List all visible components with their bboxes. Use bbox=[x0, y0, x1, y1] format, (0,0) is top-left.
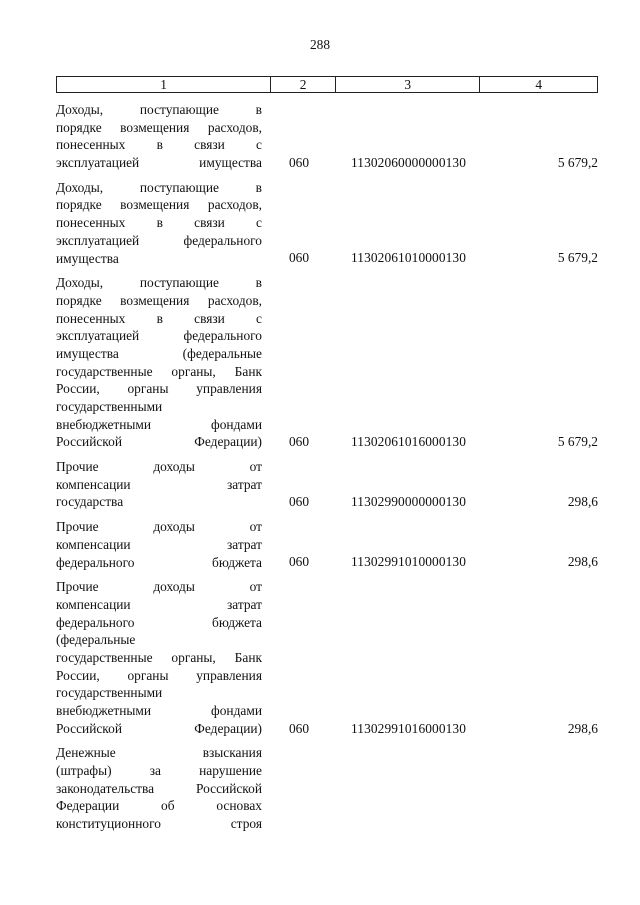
row-description-line: эксплуатацией имущества bbox=[56, 155, 262, 171]
page-number: 288 bbox=[309, 37, 331, 52]
row-description-line: Денежные взыскания bbox=[56, 745, 262, 761]
row-description-line: Федерации об основах bbox=[56, 798, 262, 814]
row-description-line: законодательства Российской bbox=[56, 780, 262, 796]
row-description bbox=[56, 101, 262, 172]
row-description-line: государственные органы, Банк bbox=[56, 649, 262, 665]
table-row bbox=[56, 274, 598, 451]
row-description bbox=[56, 518, 262, 571]
row-amount: 5 679,2 bbox=[557, 250, 598, 266]
table-row bbox=[56, 518, 598, 571]
row-description-line: понесенных в связи с bbox=[56, 215, 262, 231]
row-description-line: порядке возмещения расходов, bbox=[56, 119, 262, 135]
header-col-2: 2 bbox=[271, 77, 336, 92]
row-description-line: Прочие доходы от bbox=[56, 459, 262, 475]
row-description-line: внебюджетными фондами bbox=[56, 416, 262, 432]
row-description-line: федерального бюджета bbox=[56, 614, 262, 630]
row-description-line: внебюджетными фондами bbox=[56, 703, 262, 718]
row-description-line: (федеральные bbox=[56, 632, 136, 648]
row-admin-code: 060 bbox=[288, 720, 310, 736]
row-amount: 298,6 bbox=[567, 720, 598, 736]
table-row bbox=[56, 101, 598, 172]
row-budget-code: 11302061016000130 bbox=[350, 434, 467, 450]
row-admin-code: 060 bbox=[288, 434, 310, 450]
table-body bbox=[56, 101, 598, 840]
row-description-line: компенсации затрат bbox=[56, 476, 262, 492]
header-col-3: 3 bbox=[336, 77, 480, 92]
row-description-line: компенсации затрат bbox=[56, 536, 262, 552]
row-description-line: порядке возмещения расходов, bbox=[56, 197, 262, 213]
row-description-line: государства bbox=[56, 494, 124, 510]
row-description-line: имущества bbox=[56, 250, 119, 266]
row-budget-code: 11302991016000130 bbox=[350, 720, 467, 736]
row-description bbox=[56, 744, 262, 832]
row-description-line: государственными bbox=[56, 685, 163, 701]
table-header bbox=[56, 76, 598, 93]
row-description bbox=[56, 458, 262, 511]
row-budget-code: 11302061010000130 bbox=[350, 250, 467, 266]
row-description-line: России, органы управления bbox=[56, 667, 262, 683]
row-description-line: Прочие доходы от bbox=[56, 519, 262, 535]
row-description-line: (штрафы) за нарушение bbox=[56, 763, 262, 779]
row-description-line: компенсации затрат bbox=[56, 596, 262, 612]
row-budget-code: 11302991010000130 bbox=[350, 554, 467, 570]
table-row bbox=[56, 458, 598, 511]
header-col-1: 1 bbox=[57, 77, 271, 92]
row-admin-code: 060 bbox=[288, 250, 310, 266]
row-description-line: понесенных в связи с bbox=[56, 310, 262, 326]
row-description bbox=[56, 578, 262, 737]
row-amount: 5 679,2 bbox=[557, 155, 598, 171]
row-description-line: эксплуатацией федерального bbox=[56, 328, 262, 344]
row-description-line: Российской Федерации) bbox=[56, 720, 262, 736]
row-description-line: эксплуатацией федерального bbox=[56, 232, 262, 248]
row-budget-code: 11302990000000130 bbox=[350, 494, 467, 510]
row-admin-code: 060 bbox=[288, 155, 310, 171]
row-description-line: России, органы управления bbox=[56, 381, 262, 397]
row-amount: 298,6 bbox=[567, 554, 598, 570]
row-description-line: Прочие доходы от bbox=[56, 579, 262, 595]
row-budget-code: 11302060000000130 bbox=[350, 155, 467, 171]
header-col-4: 4 bbox=[535, 77, 543, 92]
row-description-line: Доходы, поступающие в bbox=[56, 275, 262, 291]
table-row bbox=[56, 744, 598, 832]
row-description bbox=[56, 274, 262, 451]
row-admin-code: 060 bbox=[288, 494, 310, 510]
row-admin-code: 060 bbox=[288, 554, 310, 570]
row-description-line: государственные органы, Банк bbox=[56, 363, 262, 379]
row-description-line: федерального бюджета bbox=[56, 554, 262, 570]
row-amount: 298,6 bbox=[567, 494, 598, 510]
table-row bbox=[56, 578, 598, 737]
row-description-line: конституционного строя bbox=[56, 816, 262, 832]
row-amount: 5 679,2 bbox=[557, 434, 598, 450]
row-description-line: Доходы, поступающие в bbox=[56, 102, 262, 117]
row-description-line: Российской Федерации) bbox=[56, 434, 262, 450]
row-description-line: государственными bbox=[56, 399, 163, 414]
row-description-line: понесенных в связи с bbox=[56, 137, 262, 153]
table-row bbox=[56, 179, 598, 267]
row-description-line: порядке возмещения расходов, bbox=[56, 292, 262, 308]
row-description bbox=[56, 179, 262, 267]
row-description-line: имущества (федеральные bbox=[56, 345, 262, 361]
row-description-line: Доходы, поступающие в bbox=[56, 179, 262, 195]
